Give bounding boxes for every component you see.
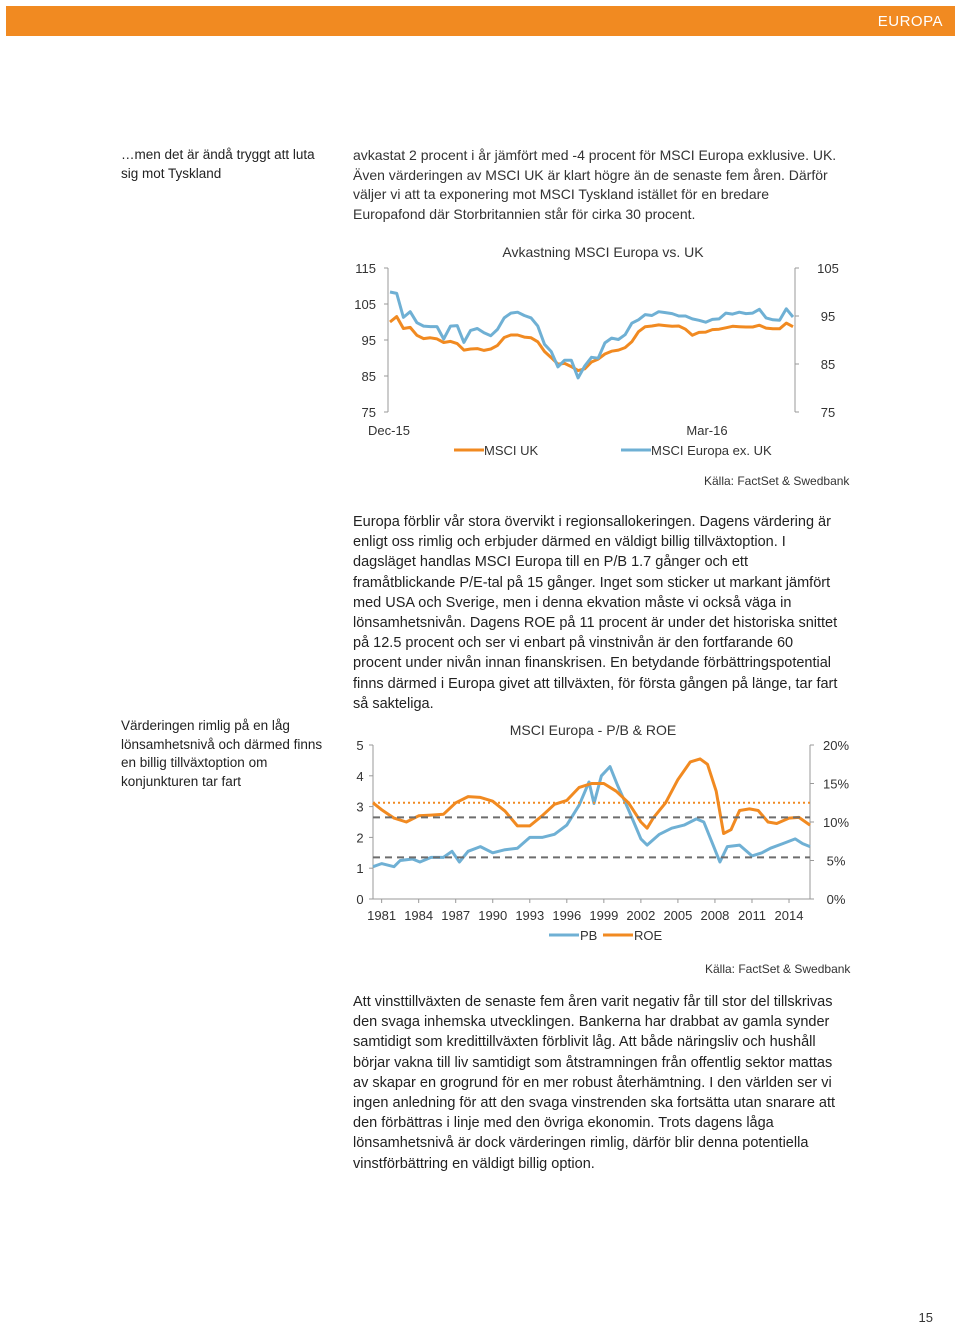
chart-europa-vs-uk (340, 240, 850, 470)
x-tick-label: 1981 (367, 908, 397, 923)
x-tick-label: 1984 (404, 908, 434, 923)
y-tick-label-right: 10% (822, 815, 850, 830)
chart-title: MSCI Europa - P/B & ROE (509, 722, 677, 738)
x-tick-label: 2002 (626, 908, 656, 923)
x-tick-label: 1990 (478, 908, 508, 923)
y-tick-label-left: 3 (356, 799, 364, 815)
y-tick-label-left: 0 (356, 892, 364, 907)
y-tick-label-right: 85 (820, 357, 836, 372)
y-tick-label-right: 5% (826, 853, 846, 869)
chart-pb-roe (340, 715, 860, 955)
paragraph-1: avkastat 2 procent i år jämfört med -4 procent för MSCI Europa exklusive. UK. Även värderingen av MSCI UK är klart högre än de senaste fem åren. Därför väljer vi att ta exponering mot MSCI Tyskland istället för en bredare Europafond där Storbritannien står för cirka 30 procent. (353, 147, 837, 222)
y-tick-label-right: 20% (822, 738, 850, 753)
side-note-2: Värderingen rimlig på en låg lönsamhetsnivå och därmed finns en billig tillväxtoption om konjunkturen tar fart (121, 718, 323, 789)
x-tick-label: 2011 (737, 908, 766, 923)
y-tick-label-left: 2 (356, 830, 364, 846)
y-tick-label-right: 105 (817, 261, 839, 276)
x-tick-label: 1999 (589, 908, 619, 923)
y-tick-label-left: 75 (361, 405, 376, 420)
x-tick-label: 2005 (663, 908, 693, 923)
paragraph-3: Att vinsttillväxten de senaste fem åren varit negativ får till stor del tillskrivas den svaga inhemska utvecklingen. Bankerna har drabbat av gamla synder samtidigt som kredittillväxten förblivit låg. Att både näringsliv och hushåll börjar vakna till liv samtidigt som åtstramningen från offentlig sektor mattas av skapar en grogrund för en mer robust återhämtning. I den världen ser vi ingen anledning för att den svaga vinstrenden ska fortsätta utan snarare att den förbättras i linje med den övriga ekonomin. Trots dagens låga lönsamhetsnivå är dock värderingen rimlig, därför blir denna potentiella vinstförbättring en väldigt billig option. (353, 994, 836, 1172)
legend-label: MSCI Europa ex. UK (651, 443, 772, 458)
chart1-source: Källa: FactSet & Swedbank (704, 474, 850, 488)
chart-title: Avkastning MSCI Europa vs. UK (502, 244, 704, 260)
y-tick-label-right: 75 (820, 405, 836, 420)
x-tick-label: 1993 (515, 908, 545, 923)
paragraph-2: Europa förblir vår stora övervikt i regionsallokeringen. Dagens värdering är enligt oss rimlig och erbjuder därmed en väldigt billig tillväxtoption. I dagsläget handlas MSCI Europa till en P/B 1.7 gånger och ett framåtblickande P/E-tal på 15 gånger. Inget som sticker ut markant jämfört med USA och Sverige, men i denna ekvation måste vi också väga in lönsamhetsnivån. Dagens ROE på 11 procent är under det historiska snittet på 12.5 procent och ser vi enbart på vinstnivån är den fortfarande 60 procent under nivån innan finanskrisen. En betydande förbättringspotential finns därmed i Europa givet att tillväxten, för första gången på länge, tar fart så sakteliga. (353, 514, 838, 712)
y-tick-label-left: 115 (355, 261, 376, 276)
y-tick-label-left: 5 (356, 738, 364, 753)
y-tick-label-left: 85 (361, 369, 376, 384)
y-tick-label-right: 15% (822, 776, 850, 792)
series-line-msci-europa-ex-uk (390, 292, 793, 378)
x-tick-label: 1996 (552, 908, 582, 923)
header-bar (6, 6, 955, 36)
legend-label: MSCI UK (484, 443, 539, 458)
x-tick-label: Dec-15 (368, 423, 410, 438)
page-number: 15 (918, 1310, 933, 1325)
y-tick-label-left: 95 (361, 333, 376, 348)
x-tick-label: 1987 (441, 908, 471, 923)
y-tick-label-right: 95 (820, 309, 836, 324)
y-tick-label-left: 1 (356, 861, 364, 877)
legend-label: ROE (634, 928, 663, 943)
y-tick-label-right: 0% (826, 892, 846, 907)
y-tick-label-left: 4 (356, 768, 364, 784)
legend-label: PB (580, 928, 598, 943)
y-tick-label-left: 105 (354, 297, 376, 312)
x-tick-label: 2008 (700, 908, 730, 923)
side-note-1: …men det är ändå tryggt att luta sig mot Tyskland (121, 147, 315, 181)
chart2-source: Källa: FactSet & Swedbank (705, 962, 851, 976)
section-title: EUROPA (877, 13, 943, 30)
x-tick-label: Mar-16 (686, 423, 728, 438)
x-tick-label: 2014 (774, 908, 804, 923)
